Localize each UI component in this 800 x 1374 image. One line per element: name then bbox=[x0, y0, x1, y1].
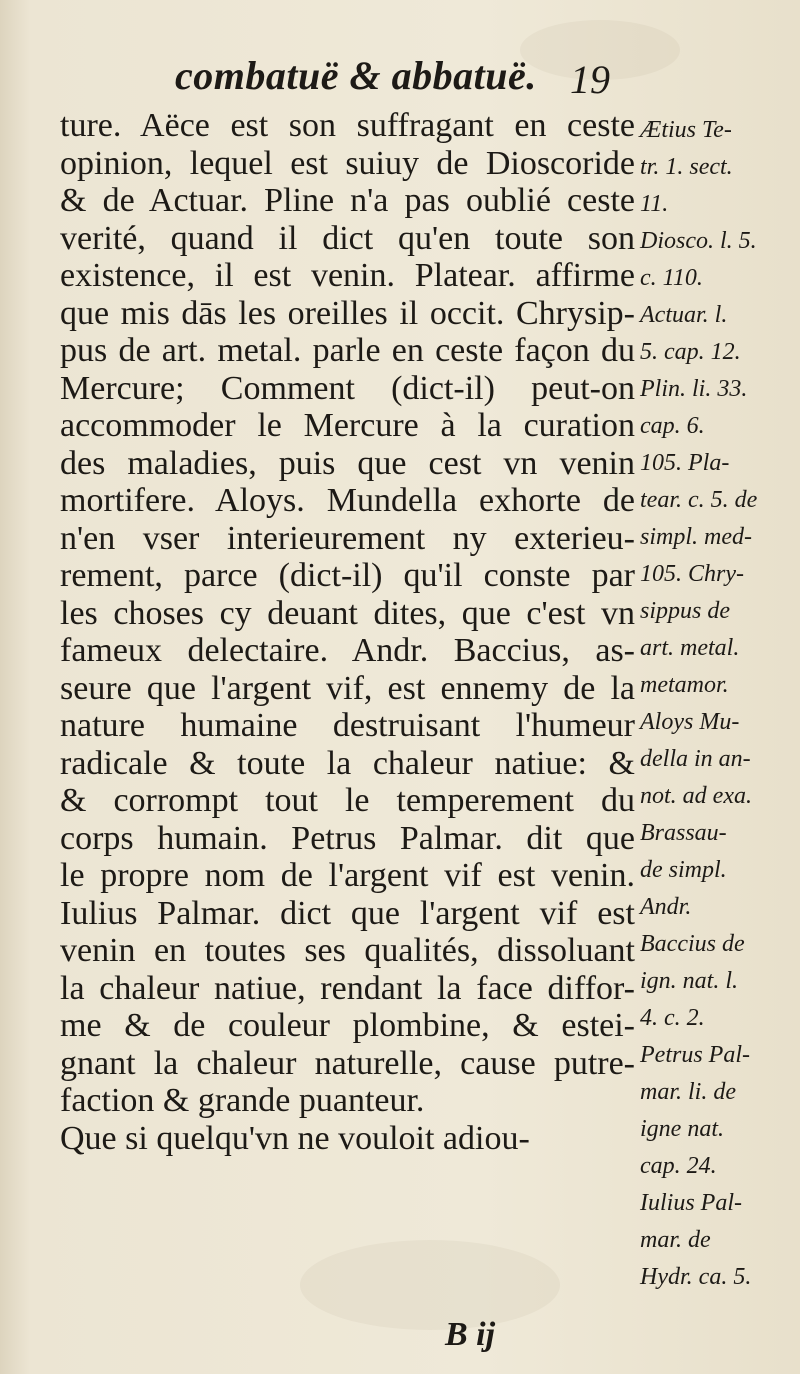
margin-note-line: 11. bbox=[640, 191, 669, 217]
main-text-column bbox=[60, 107, 635, 1157]
margin-note-line: cap. 24. bbox=[640, 1153, 717, 1179]
margin-note-line: Ætius Te- bbox=[640, 117, 732, 143]
margin-note-line: mar. de bbox=[640, 1227, 711, 1253]
text-line: pus de art. metal. parle en ceste façon du bbox=[60, 332, 635, 369]
paper-stain bbox=[300, 1240, 560, 1330]
page-header bbox=[175, 52, 675, 102]
text-line: existence, il est venin. Platear. affirme bbox=[60, 257, 635, 294]
text-line: nature humaine destruisant l'humeur bbox=[60, 707, 635, 744]
text-line: radicale & toute la chaleur natiue: & bbox=[60, 744, 635, 782]
margin-note-line: Andr. bbox=[640, 894, 692, 920]
margin-note-line: 105. Pla- bbox=[640, 450, 730, 476]
running-head: combatuë & abbatuë. bbox=[175, 53, 537, 98]
text-line: seure que l'argent vif, est ennemy de la bbox=[60, 669, 635, 707]
text-line: les choses cy deuant dites, que c'est vn bbox=[60, 594, 635, 632]
margin-note-line: not. ad exa. bbox=[640, 783, 752, 809]
margin-note-line: Actuar. l. bbox=[640, 302, 728, 328]
text-line: Iulius Palmar. dict que l'argent vif est bbox=[60, 894, 635, 932]
margin-note-line: 105. Chry- bbox=[640, 561, 744, 587]
text-line: & de Actuar. Pline n'a pas oublié ceste bbox=[60, 182, 635, 219]
margin-note-line: mar. li. de bbox=[640, 1079, 736, 1105]
margin-note-line: Iulius Pal- bbox=[640, 1190, 742, 1216]
text-line: fameux delectaire. Andr. Baccius, as- bbox=[60, 632, 635, 669]
marginal-notes-column bbox=[640, 112, 780, 1296]
text-line: que mis dās les oreilles il occit. Chrysip- bbox=[60, 294, 635, 332]
text-line: venin en toutes ses qualités, dissoluant bbox=[60, 932, 635, 969]
text-line: faction & grande puanteur. bbox=[60, 1082, 425, 1119]
margin-note-line: Brassau- bbox=[640, 820, 727, 846]
margin-note-line: de simpl. bbox=[640, 857, 727, 883]
text-line: gnant la chaleur naturelle, cause putre- bbox=[60, 1044, 635, 1082]
text-line: n'en vser interieurement ny exterieu- bbox=[60, 519, 635, 557]
text-line: corps humain. Petrus Palmar. dit que bbox=[60, 819, 635, 857]
text-line: rement, parce (dict-il) qu'il conste par bbox=[60, 557, 635, 594]
margin-note-line: Diosco. l. 5. bbox=[640, 228, 757, 254]
text-line: mortifere. Aloys. Mundella exhorte de bbox=[60, 482, 635, 519]
text-line: Mercure; Comment (dict-il) peut-on bbox=[60, 369, 635, 407]
margin-note-line: cap. 6. bbox=[640, 413, 705, 439]
margin-note-line: c. 110. bbox=[640, 265, 703, 291]
margin-note-line: 4. c. 2. bbox=[640, 1005, 705, 1031]
text-line: & corrompt tout le temperement du bbox=[60, 782, 635, 819]
text-line: ture. Aëce est son suffragant en ceste bbox=[60, 107, 635, 144]
signature-mark: B ij bbox=[445, 1316, 496, 1353]
margin-note-line: ign. nat. l. bbox=[640, 968, 739, 994]
margin-note-line: tr. 1. sect. bbox=[640, 154, 733, 180]
margin-note-line: Petrus Pal- bbox=[640, 1042, 750, 1068]
margin-note-line: Aloys Mu- bbox=[640, 709, 740, 735]
margin-note-line: 5. cap. 12. bbox=[640, 339, 741, 365]
margin-note-line: simpl. med- bbox=[640, 524, 752, 550]
text-line: des maladies, puis que cest vn venin bbox=[60, 444, 635, 482]
margin-note-line: art. metal. bbox=[640, 635, 740, 661]
text-line: la chaleur natiue, rendant la face diffor- bbox=[60, 969, 635, 1007]
text-line: accommoder le Mercure à la curation bbox=[60, 407, 635, 444]
page-number: 19 bbox=[570, 57, 610, 102]
margin-note-line: Baccius de bbox=[640, 931, 745, 957]
margin-note-line: igne nat. bbox=[640, 1116, 724, 1142]
margin-note-line: metamor. bbox=[640, 672, 729, 698]
text-line: Que si quelqu'vn ne vouloit adiou- bbox=[60, 1119, 530, 1157]
margin-note-line: sippus de bbox=[640, 598, 730, 624]
margin-note-line: Plin. li. 33. bbox=[640, 376, 748, 402]
text-line: le propre nom de l'argent vif est venin. bbox=[60, 857, 635, 894]
margin-note-line: della in an- bbox=[640, 746, 751, 772]
margin-note-line: Hydr. ca. 5. bbox=[640, 1264, 752, 1290]
text-line: verité, quand il dict qu'en toute son bbox=[60, 219, 635, 257]
margin-note-line: tear. c. 5. de bbox=[640, 487, 758, 513]
text-line: opinion, lequel est suiuy de Dioscoride bbox=[60, 144, 635, 182]
text-line: me & de couleur plombine, & estei- bbox=[60, 1007, 635, 1044]
